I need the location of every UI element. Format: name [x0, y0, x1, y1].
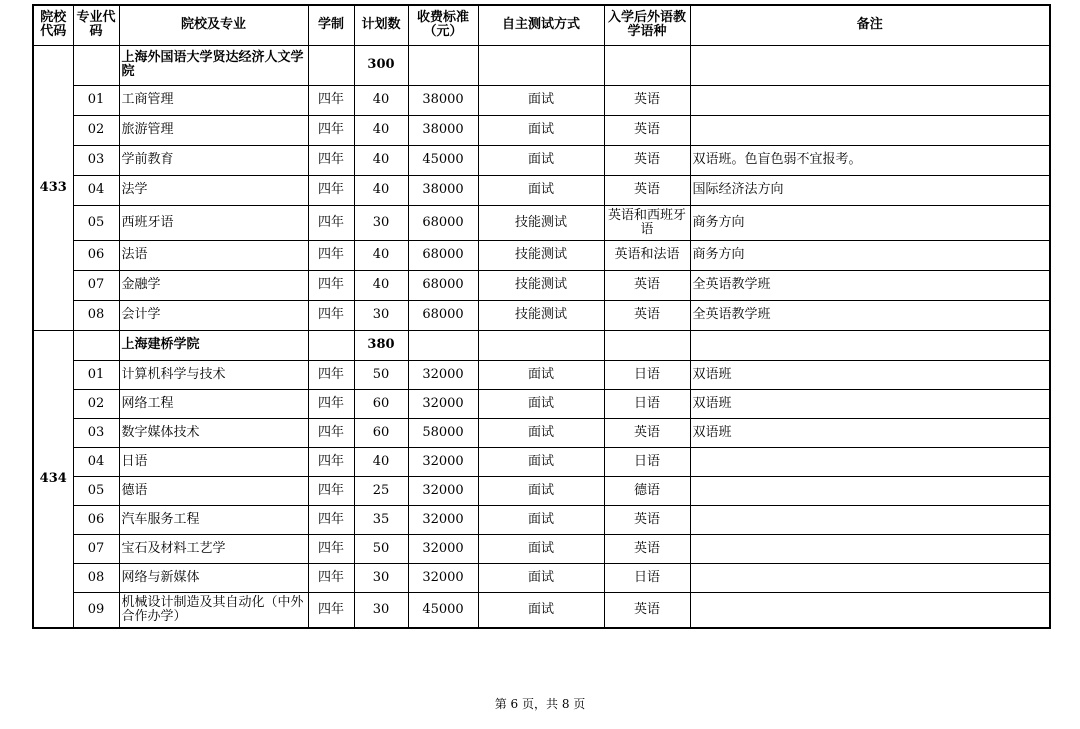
table-row [33, 505, 1050, 534]
cell-name: 宝石及材料工艺学 [119, 534, 308, 563]
cell-test: 技能测试 [478, 205, 604, 240]
cell-plan: 50 [354, 534, 408, 563]
cell-lang: 英语 [604, 175, 690, 205]
table-row [33, 145, 1050, 175]
cell-code: 04 [73, 175, 119, 205]
cell-name: 法学 [119, 175, 308, 205]
cell-lang: 英语 [604, 115, 690, 145]
cell-note [690, 592, 1050, 628]
school-duration-empty [308, 45, 354, 85]
cell-code: 02 [73, 115, 119, 145]
cell-fee: 68000 [408, 240, 478, 270]
cell-test: 面试 [478, 476, 604, 505]
table-row [33, 534, 1050, 563]
cell-lang: 英语 [604, 534, 690, 563]
cell-fee: 58000 [408, 418, 478, 447]
cell-duration: 四年 [308, 115, 354, 145]
cell-note: 国际经济法方向 [690, 175, 1050, 205]
school-name: 上海建桥学院 [119, 330, 308, 360]
cell-code: 02 [73, 389, 119, 418]
cell-lang: 英语和法语 [604, 240, 690, 270]
cell-duration: 四年 [308, 205, 354, 240]
cell-code: 01 [73, 85, 119, 115]
cell-duration: 四年 [308, 360, 354, 389]
cell-test: 面试 [478, 534, 604, 563]
cell-name: 金融学 [119, 270, 308, 300]
cell-plan: 30 [354, 300, 408, 330]
cell-duration: 四年 [308, 592, 354, 628]
header-duration: 学制 [308, 5, 354, 45]
cell-name: 日语 [119, 447, 308, 476]
cell-code: 03 [73, 418, 119, 447]
cell-test: 技能测试 [478, 300, 604, 330]
cell-duration: 四年 [308, 563, 354, 592]
cell-lang: 英语 [604, 592, 690, 628]
cell-name: 德语 [119, 476, 308, 505]
cell-test: 面试 [478, 418, 604, 447]
school-fee-empty [408, 45, 478, 85]
cell-test: 技能测试 [478, 270, 604, 300]
cell-code: 03 [73, 145, 119, 175]
cell-duration: 四年 [308, 447, 354, 476]
table-row [33, 418, 1050, 447]
cell-note [690, 534, 1050, 563]
cell-fee: 32000 [408, 360, 478, 389]
table-row [33, 563, 1050, 592]
cell-fee: 68000 [408, 270, 478, 300]
school-note-empty [690, 45, 1050, 85]
table-row [33, 175, 1050, 205]
cell-name: 网络与新媒体 [119, 563, 308, 592]
school-code: 433 [33, 45, 73, 330]
header-major-code: 专业代码 [73, 5, 119, 45]
school-plan-total: 380 [354, 330, 408, 360]
cell-note: 双语班 [690, 389, 1050, 418]
cell-lang: 日语 [604, 447, 690, 476]
cell-plan: 40 [354, 447, 408, 476]
cell-lang: 英语 [604, 418, 690, 447]
cell-duration: 四年 [308, 175, 354, 205]
table-row [33, 270, 1050, 300]
cell-name: 汽车服务工程 [119, 505, 308, 534]
cell-lang: 英语 [604, 270, 690, 300]
school-note-empty [690, 330, 1050, 360]
cell-note: 商务方向 [690, 240, 1050, 270]
cell-note: 商务方向 [690, 205, 1050, 240]
school-fee-empty [408, 330, 478, 360]
table-row [33, 85, 1050, 115]
cell-name: 学前教育 [119, 145, 308, 175]
cell-code: 08 [73, 300, 119, 330]
cell-note [690, 115, 1050, 145]
cell-plan: 30 [354, 563, 408, 592]
cell-duration: 四年 [308, 300, 354, 330]
cell-test: 面试 [478, 505, 604, 534]
cell-note: 双语班 [690, 418, 1050, 447]
cell-duration: 四年 [308, 505, 354, 534]
school-lang-empty [604, 45, 690, 85]
page-footer: 第 6 页，共 8 页 [494, 697, 586, 711]
cell-fee: 32000 [408, 534, 478, 563]
cell-name: 旅游管理 [119, 115, 308, 145]
table-row [33, 476, 1050, 505]
cell-fee: 45000 [408, 592, 478, 628]
cell-note [690, 505, 1050, 534]
cell-fee: 32000 [408, 563, 478, 592]
school-code: 434 [33, 330, 73, 628]
school-plan-total: 300 [354, 45, 408, 85]
cell-code: 04 [73, 447, 119, 476]
cell-duration: 四年 [308, 85, 354, 115]
cell-test: 面试 [478, 447, 604, 476]
cell-lang: 德语 [604, 476, 690, 505]
cell-code: 05 [73, 476, 119, 505]
cell-lang: 日语 [604, 563, 690, 592]
cell-code: 06 [73, 505, 119, 534]
cell-fee: 68000 [408, 205, 478, 240]
cell-plan: 40 [354, 240, 408, 270]
cell-test: 面试 [478, 85, 604, 115]
header-plan: 计划数 [354, 5, 408, 45]
cell-test: 面试 [478, 115, 604, 145]
cell-name: 西班牙语 [119, 205, 308, 240]
cell-fee: 32000 [408, 476, 478, 505]
cell-name: 数字媒体技术 [119, 418, 308, 447]
cell-code: 07 [73, 534, 119, 563]
table-row [33, 389, 1050, 418]
cell-note [690, 476, 1050, 505]
cell-duration: 四年 [308, 270, 354, 300]
table-row [33, 300, 1050, 330]
cell-fee: 38000 [408, 115, 478, 145]
school-major-code-empty [73, 45, 119, 85]
header-school-code: 院校代码 [33, 5, 73, 45]
cell-lang: 英语 [604, 505, 690, 534]
cell-test: 面试 [478, 145, 604, 175]
cell-note: 双语班。色盲色弱不宜报考。 [690, 145, 1050, 175]
cell-fee: 38000 [408, 175, 478, 205]
cell-fee: 32000 [408, 389, 478, 418]
cell-fee: 32000 [408, 447, 478, 476]
cell-code: 08 [73, 563, 119, 592]
cell-name: 计算机科学与技术 [119, 360, 308, 389]
header-lang: 入学后外语教学语种 [604, 5, 690, 45]
cell-plan: 60 [354, 389, 408, 418]
cell-note [690, 85, 1050, 115]
header-school-major: 院校及专业 [119, 5, 308, 45]
cell-note [690, 447, 1050, 476]
admission-plan-table [32, 4, 1051, 629]
cell-lang: 英语 [604, 300, 690, 330]
cell-lang: 英语 [604, 145, 690, 175]
header-note: 备注 [690, 5, 1050, 45]
table-row [33, 592, 1050, 628]
cell-lang: 英语 [604, 85, 690, 115]
cell-plan: 40 [354, 270, 408, 300]
cell-fee: 68000 [408, 300, 478, 330]
cell-duration: 四年 [308, 389, 354, 418]
cell-note: 全英语教学班 [690, 300, 1050, 330]
school-duration-empty [308, 330, 354, 360]
school-lang-empty [604, 330, 690, 360]
cell-plan: 25 [354, 476, 408, 505]
cell-code: 07 [73, 270, 119, 300]
cell-name: 工商管理 [119, 85, 308, 115]
cell-lang: 英语和西班牙语 [604, 205, 690, 240]
table-row [33, 205, 1050, 240]
cell-duration: 四年 [308, 418, 354, 447]
cell-fee: 32000 [408, 505, 478, 534]
cell-code: 09 [73, 592, 119, 628]
cell-plan: 50 [354, 360, 408, 389]
cell-duration: 四年 [308, 240, 354, 270]
cell-name: 法语 [119, 240, 308, 270]
cell-test: 技能测试 [478, 240, 604, 270]
table-row [33, 240, 1050, 270]
cell-note [690, 563, 1050, 592]
header-test: 自主测试方式 [478, 5, 604, 45]
cell-plan: 30 [354, 205, 408, 240]
cell-fee: 45000 [408, 145, 478, 175]
cell-name: 会计学 [119, 300, 308, 330]
cell-code: 05 [73, 205, 119, 240]
cell-lang: 日语 [604, 360, 690, 389]
school-major-code-empty [73, 330, 119, 360]
school-row [33, 330, 1050, 360]
cell-lang: 日语 [604, 389, 690, 418]
cell-fee: 38000 [408, 85, 478, 115]
school-test-empty [478, 45, 604, 85]
cell-test: 面试 [478, 175, 604, 205]
cell-test: 面试 [478, 389, 604, 418]
school-test-empty [478, 330, 604, 360]
table-row [33, 447, 1050, 476]
school-row [33, 45, 1050, 85]
cell-test: 面试 [478, 360, 604, 389]
cell-name: 机械设计制造及其自动化（中外合作办学） [119, 592, 308, 628]
table-row [33, 115, 1050, 145]
cell-duration: 四年 [308, 476, 354, 505]
cell-name: 网络工程 [119, 389, 308, 418]
cell-test: 面试 [478, 563, 604, 592]
cell-plan: 40 [354, 85, 408, 115]
cell-plan: 35 [354, 505, 408, 534]
school-name: 上海外国语大学贤达经济人文学院 [119, 45, 308, 85]
cell-duration: 四年 [308, 534, 354, 563]
cell-plan: 40 [354, 115, 408, 145]
cell-code: 01 [73, 360, 119, 389]
cell-duration: 四年 [308, 145, 354, 175]
header-row [33, 5, 1050, 45]
cell-plan: 30 [354, 592, 408, 628]
cell-test: 面试 [478, 592, 604, 628]
cell-note: 全英语教学班 [690, 270, 1050, 300]
table-row [33, 360, 1050, 389]
header-fee: 收费标准（元） [408, 5, 478, 45]
cell-plan: 40 [354, 175, 408, 205]
cell-plan: 40 [354, 145, 408, 175]
cell-plan: 60 [354, 418, 408, 447]
cell-code: 06 [73, 240, 119, 270]
cell-note: 双语班 [690, 360, 1050, 389]
